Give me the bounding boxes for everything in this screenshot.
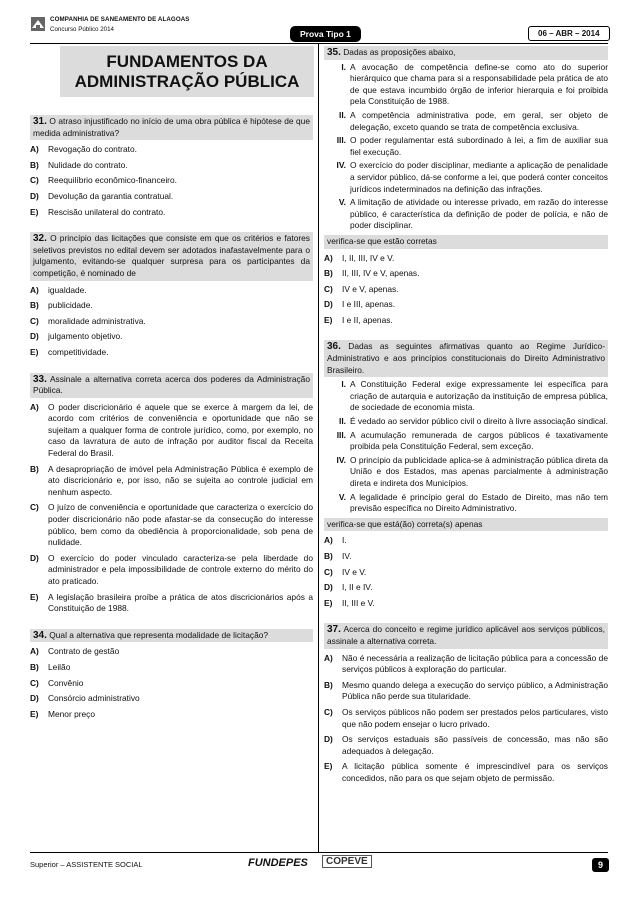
option-text: Os serviços públicos não podem ser prestados pelos particulares, visto que não podem ensejar o lucro privado. <box>342 706 608 729</box>
question-text: O princípio das licitações que consiste em que os critérios e fatores seletivos previstos no edital devem ser adotados inafastavelmente para o julgamento, evitando-se qualquer surpresa para os participantes da competição, é nominado de <box>33 233 310 278</box>
option-letter: D) <box>324 582 333 593</box>
option-letter: B) <box>30 463 39 474</box>
options-list <box>30 646 313 720</box>
answer-option[interactable] <box>30 678 313 690</box>
question-36 <box>324 340 608 609</box>
answer-option[interactable] <box>30 207 313 219</box>
answer-option[interactable] <box>324 680 608 703</box>
answer-option[interactable] <box>30 347 313 359</box>
option-letter: C) <box>30 502 39 513</box>
proposition-numeral: I. <box>341 379 346 390</box>
option-letter: C) <box>30 677 39 688</box>
answer-option[interactable] <box>324 734 608 757</box>
option-letter: A) <box>324 252 333 263</box>
proposition-item <box>324 430 608 453</box>
proposition-item <box>324 416 608 428</box>
answer-option[interactable] <box>324 761 608 784</box>
proposition-text: O princípio da publicidade aplica-se à administração pública direta da União e dos Estados, mas apenas parcialmente à administração direta e indireta dos Municípios. <box>350 454 608 488</box>
answer-option[interactable] <box>30 464 313 499</box>
proposition-item <box>324 160 608 195</box>
option-letter: C) <box>30 175 39 186</box>
option-text: O juízo de conveniência e oportunidade que caracteriza o exercício do poder discricionário não pode afastar-se da consecução do interesse público, bem como da obediência à proporcionalidade, sob pena de nulidade. <box>48 502 313 548</box>
option-letter: E) <box>30 346 39 357</box>
answer-option[interactable] <box>324 268 608 280</box>
option-text: Consórcio administrativo <box>48 693 140 704</box>
option-text: competitividade. <box>48 346 109 357</box>
option-letter: D) <box>30 190 39 201</box>
option-text: Convênio <box>48 677 84 688</box>
option-text: Leilão <box>48 661 71 672</box>
option-letter: A) <box>30 284 39 295</box>
option-letter: D) <box>30 552 39 563</box>
answer-option[interactable] <box>30 160 313 172</box>
option-text: II, III e V. <box>342 597 375 608</box>
question-stem <box>324 340 608 377</box>
answer-option[interactable] <box>30 662 313 674</box>
option-text: IV. <box>342 550 352 561</box>
question-stem <box>30 373 313 398</box>
answer-option[interactable] <box>30 693 313 705</box>
option-text: II, III, IV e V, apenas. <box>342 268 420 279</box>
option-text: Contrato de gestão <box>48 646 120 657</box>
option-text: Não é necessária a realização de licitação pública para a concessão de serviços públicos à exploração do particular. <box>342 652 608 675</box>
options-list <box>30 144 313 218</box>
option-letter: E) <box>324 761 333 772</box>
answer-option[interactable] <box>324 299 608 311</box>
option-text: I, II e IV. <box>342 582 373 593</box>
question-text: Acerca do conceito e regime jurídico aplicável aos serviços públicos, assinale a alternativa correta. <box>327 624 605 646</box>
verify-statement: verifica-se que estão corretas <box>324 235 608 249</box>
exam-date: 06 – ABR – 2014 <box>528 26 610 41</box>
page-header <box>0 0 638 46</box>
option-text: Nulidade do contrato. <box>48 159 128 170</box>
proposition-text: A legalidade é princípio geral do Estado de Direito, mas não tem previsão específica no Direito Administrativo. <box>350 491 608 514</box>
question-33 <box>30 373 313 615</box>
proposition-numeral: IV. <box>336 454 346 465</box>
option-text: I e III, apenas. <box>342 299 396 310</box>
left-column <box>30 46 313 734</box>
column-divider <box>318 43 319 852</box>
question-number: 33. <box>33 373 47 385</box>
option-letter: C) <box>324 283 333 294</box>
option-text: IV e V. <box>342 566 367 577</box>
question-number: 32. <box>33 233 47 245</box>
contest-name: Concurso Público 2014 <box>50 26 114 33</box>
question-stem <box>324 46 608 60</box>
option-text: I. <box>342 535 347 546</box>
question-32 <box>30 232 313 358</box>
option-letter: A) <box>30 144 39 155</box>
proposition-numeral: IV. <box>336 160 346 171</box>
proposition-item <box>324 455 608 490</box>
option-text: publicidade. <box>48 300 93 311</box>
proposition-item <box>324 197 608 232</box>
answer-option[interactable] <box>324 535 608 547</box>
answer-option[interactable] <box>324 315 608 327</box>
question-34 <box>30 629 313 721</box>
company-logo-icon <box>30 16 46 32</box>
question-35 <box>324 46 608 326</box>
option-letter: B) <box>324 679 333 690</box>
question-number: 35. <box>327 47 341 58</box>
option-text: O poder discricionário é aquele que se exerce à margem da lei, de acordo com critérios de conveniência e oportunidade que não se sujeitam a qualquer forma de controle jurídico, como, por exemplo, no caso da lavratura de auto de infração por auditor fiscal da Receita Federal do Brasil. <box>48 401 313 459</box>
answer-option[interactable] <box>324 253 608 265</box>
question-37 <box>324 623 608 784</box>
option-text: A desapropriação de imóvel pela Administração Pública é exemplo de ato discricionário e, por isso, não se sujeita ao controle judicial em nenhum aspecto. <box>48 463 313 497</box>
option-letter: E) <box>30 206 39 217</box>
page-number: 9 <box>592 858 609 872</box>
option-letter: D) <box>30 331 39 342</box>
answer-option[interactable] <box>324 598 608 610</box>
option-letter: B) <box>324 268 333 279</box>
option-letter: E) <box>324 314 333 325</box>
proposition-text: É vedado ao servidor público civil o direito à livre associação sindical. <box>350 416 608 427</box>
answer-option[interactable] <box>30 191 313 203</box>
answer-option[interactable] <box>30 175 313 187</box>
proposition-text: O exercício do poder disciplinar, mediante a aplicação de penalidade a servidor público, dá-se conforme a lei, que poderá conter conceitos jurídicos indeterminados na definição das infrações. <box>350 160 608 194</box>
answer-option[interactable] <box>30 402 313 460</box>
option-letter: C) <box>324 566 333 577</box>
option-letter: A) <box>324 535 333 546</box>
option-text: Devolução da garantia contratual. <box>48 190 174 201</box>
answer-option[interactable] <box>324 707 608 730</box>
question-number: 31. <box>33 116 47 127</box>
option-text: IV e V, apenas. <box>342 283 399 294</box>
option-letter: A) <box>30 401 39 412</box>
proposition-item <box>324 492 608 515</box>
section-title: FUNDAMENTOS DA ADMINISTRAÇÃO PÚBLICA <box>60 46 314 97</box>
proposition-item <box>324 110 608 133</box>
answer-option[interactable] <box>30 709 313 721</box>
answer-option[interactable] <box>30 316 313 328</box>
answer-option[interactable] <box>30 285 313 297</box>
proposition-text: O poder regulamentar está subordinado à lei, a fim de auxiliar sua fiel execução. <box>350 135 608 157</box>
proposition-text: A acumulação remunerada de cargos públicos é taxativamente proibida pela Constituição Federal, sem exceção. <box>350 429 608 452</box>
option-text: A legislação brasileira proíbe a prática de atos discricionários após a Constituição de 1988. <box>48 591 313 614</box>
question-number: 34. <box>33 629 47 641</box>
answer-option[interactable] <box>30 331 313 343</box>
option-letter: B) <box>30 300 39 311</box>
option-text: I e II, apenas. <box>342 314 393 325</box>
proposition-text: A competência administrativa pode, em geral, ser objeto de delegação, exceto quando se trata de competência exclusiva. <box>350 109 608 132</box>
option-letter: E) <box>30 708 39 719</box>
answer-option[interactable] <box>324 582 608 594</box>
option-letter: A) <box>30 646 39 657</box>
proposition-text: A Constituição Federal exige expressamente lei específica para criação de autarquia e autorização da instituição de empresa pública, de sociedade de economia mista. <box>350 379 608 413</box>
option-text: moralidade administrativa. <box>48 315 146 326</box>
option-text: Mesmo quando delega a execução do serviço público, a Administração Pública não perde sua titularidade. <box>342 679 608 702</box>
option-letter: C) <box>30 315 39 326</box>
question-number: 37. <box>327 624 341 636</box>
option-text: A licitação pública somente é imprescindível para os serviços concedidos, não para os que sejam objeto de permissão. <box>342 761 608 783</box>
proposition-numeral: III. <box>336 135 346 146</box>
question-31 <box>30 115 313 218</box>
options-list <box>30 285 313 359</box>
options-list <box>30 402 313 615</box>
propositions-list <box>324 62 608 232</box>
answer-option[interactable] <box>30 144 313 156</box>
proposition-numeral: V. <box>338 197 346 208</box>
answer-option[interactable] <box>324 284 608 296</box>
fundepes-logo: FUNDEPES <box>248 857 308 869</box>
propositions-list <box>324 379 608 515</box>
proposition-item <box>324 379 608 414</box>
proposition-text: A limitação de atividade ou interesse privado, em razão do interesse público, é característica da definição de poder de polícia, e não de poder disciplinar. <box>350 197 608 231</box>
option-text: igualdade. <box>48 284 87 295</box>
option-letter: D) <box>30 693 39 704</box>
proposition-text: A avocação de competência define-se como ato do superior hierárquico que chama para si a responsabilidade pela prática de ato de que estava incumbido órgão de inferior hierarquia e foi proibida pela Constituição de 1988. <box>350 61 608 107</box>
proposition-numeral: V. <box>338 491 346 502</box>
company-name: COMPANHIA DE SANEAMENTO DE ALAGOAS <box>50 16 190 23</box>
option-text: Revogação do contrato. <box>48 144 137 155</box>
right-column <box>324 46 608 798</box>
proposition-numeral: II. <box>339 416 346 427</box>
answer-option[interactable] <box>324 551 608 563</box>
proposition-numeral: II. <box>339 109 346 120</box>
answer-option[interactable] <box>30 646 313 658</box>
option-letter: D) <box>324 734 333 745</box>
options-list <box>324 253 608 327</box>
question-text: O atraso injustificado no início de uma obra pública é hipótese de que medida administrativa? <box>33 116 310 138</box>
proposition-item <box>324 62 608 108</box>
question-stem <box>30 115 313 140</box>
option-text: I, II, III, IV e V. <box>342 252 395 263</box>
question-stem <box>30 629 313 643</box>
proposition-numeral: I. <box>341 61 346 72</box>
option-letter: A) <box>324 652 333 663</box>
option-letter: D) <box>324 299 333 310</box>
question-text: Dadas as proposições abaixo, <box>343 47 456 57</box>
verify-statement: verifica-se que está(ão) correta(s) apenas <box>324 518 608 532</box>
option-letter: B) <box>30 661 39 672</box>
proposition-numeral: III. <box>336 429 346 440</box>
footer-divider <box>30 852 608 853</box>
option-text: julgamento objetivo. <box>48 331 123 342</box>
option-text: O exercício do poder vinculado caracteriza-se pela liberdade do administrador e pela impossibilidade de controle externo do mérito do ato praticado. <box>48 552 313 586</box>
question-text: Assinale a alternativa correta acerca dos poderes da Administração Pública. <box>33 373 310 396</box>
option-text: Menor preço <box>48 708 96 719</box>
answer-option[interactable] <box>30 553 313 588</box>
options-list <box>324 653 608 785</box>
option-text: Reequilíbrio econômico-financeiro. <box>48 175 177 186</box>
proposition-item <box>324 135 608 158</box>
option-letter: E) <box>324 597 333 608</box>
footer-role: Superior – ASSISTENTE SOCIAL <box>30 860 143 869</box>
header-divider <box>30 43 608 44</box>
answer-option[interactable] <box>324 567 608 579</box>
option-letter: E) <box>30 591 39 602</box>
question-stem <box>30 232 313 280</box>
option-text: Rescisão unilateral do contrato. <box>48 206 166 217</box>
answer-option[interactable] <box>30 502 313 548</box>
question-text: Qual a alternativa que representa modalidade de licitação? <box>49 629 269 640</box>
options-list <box>324 535 608 609</box>
option-letter: B) <box>30 159 39 170</box>
answer-option[interactable] <box>30 300 313 312</box>
copeve-logo: COPEVE <box>322 855 372 868</box>
option-letter: B) <box>324 550 333 561</box>
answer-option[interactable] <box>324 653 608 676</box>
question-text: Dadas as seguintes afirmativas quanto ao Regime Jurídico-Administrativo e aos princípios constitucionais do Direito Administrativo Brasileiro. <box>327 341 606 375</box>
question-stem <box>324 623 608 648</box>
question-number: 36. <box>327 341 341 353</box>
prova-tipo-badge: Prova Tipo 1 <box>290 26 361 42</box>
answer-option[interactable] <box>30 592 313 615</box>
option-text: Os serviços estaduais são passíveis de concessão, mas não são adequados à delegação. <box>342 734 608 756</box>
option-letter: C) <box>324 706 333 717</box>
